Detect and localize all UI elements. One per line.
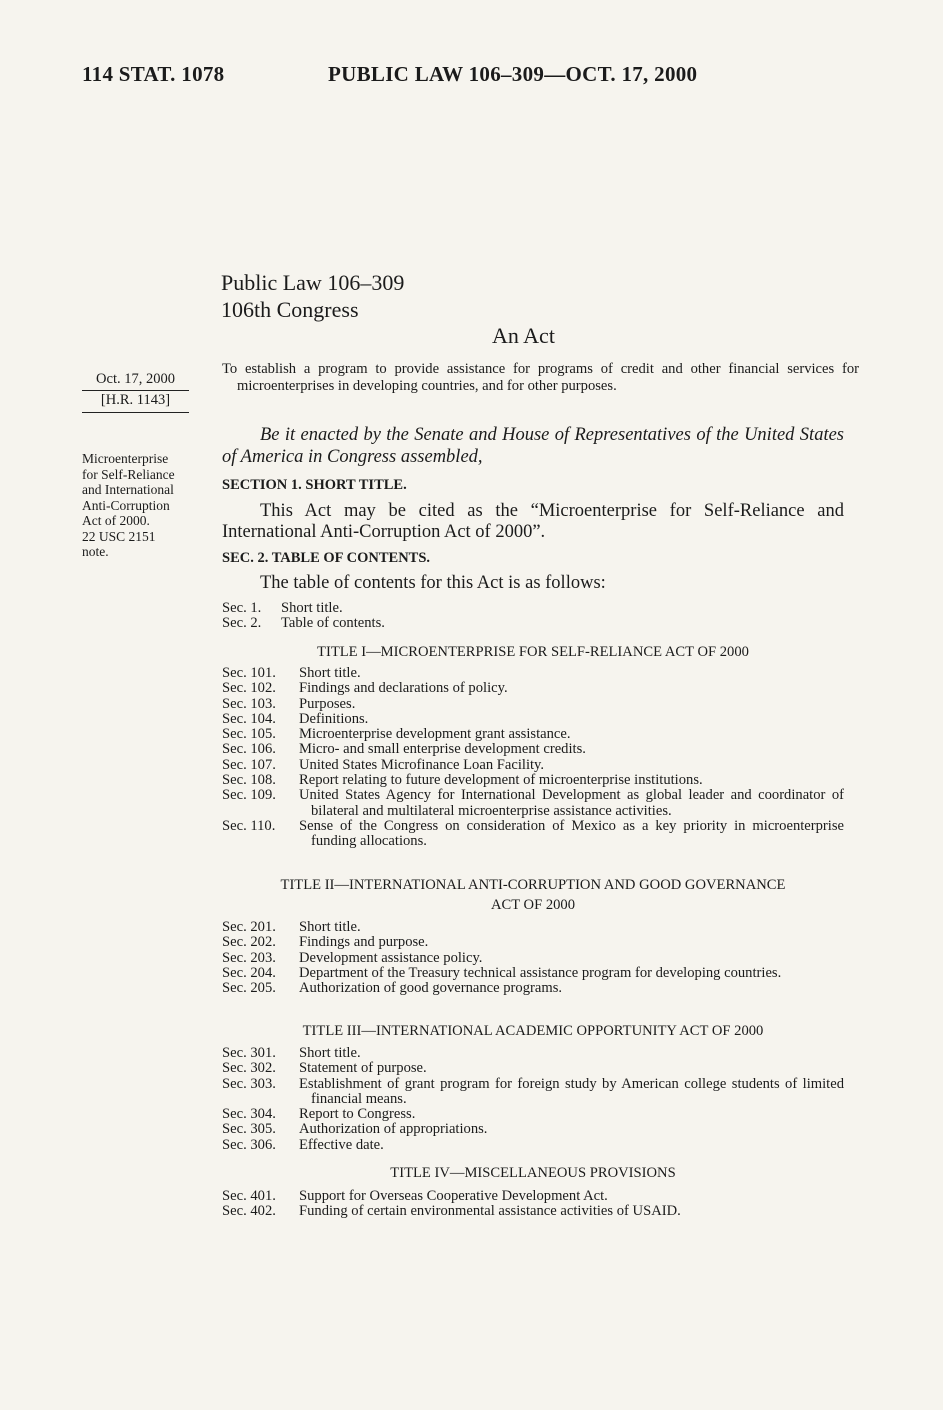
- margin-note: 22 USC 2151: [82, 528, 156, 544]
- toc-item: [222, 1107, 844, 1122]
- toc-num: Sec. 101.: [222, 665, 276, 681]
- toc-num: Sec. 205.: [222, 980, 276, 997]
- margin-notes: [82, 451, 212, 560]
- toc-num: Sec. 402.: [222, 1203, 276, 1220]
- toc-item: [222, 666, 844, 681]
- toc-item: [222, 951, 844, 966]
- margin-note: and International: [82, 482, 174, 497]
- toc-title: Short title.: [281, 600, 343, 616]
- toc-item: [222, 1077, 844, 1108]
- toc-item: [222, 742, 844, 757]
- toc-num: Sec. 110.: [222, 817, 276, 834]
- toc-title: Department of the Treasury technical assistance program for developing countries.: [299, 964, 782, 981]
- toc-num: Sec. 301.: [222, 1045, 276, 1061]
- toc-item: [222, 773, 844, 788]
- toc-item: [222, 601, 844, 616]
- running-head: PUBLIC LAW 106–309—OCT. 17, 2000: [328, 62, 698, 86]
- bill-number: [H.R. 1143]: [82, 391, 189, 413]
- toc-num: Sec. 109.: [222, 787, 276, 804]
- margin-note: Microenterprise: [82, 451, 169, 466]
- toc-item: [222, 966, 844, 981]
- toc-title: Funding of certain environmental assistance activities of USAID.: [299, 1203, 681, 1220]
- toc-title: Effective date.: [299, 1136, 384, 1153]
- toc-num: Sec. 105.: [222, 726, 276, 743]
- toc-num: Sec. 305.: [222, 1121, 276, 1138]
- margin-date-block: [82, 370, 189, 413]
- stat-page-number: 114 STAT. 1078: [82, 62, 225, 86]
- toc-num: Sec. 202.: [222, 934, 276, 951]
- toc-title: Short title.: [299, 1045, 361, 1061]
- toc-title: Sense of the Congress on consideration of Mexico as a key priority in microenterprise funding allocations.: [299, 817, 844, 850]
- toc-title: Short title.: [299, 919, 361, 935]
- toc-title-4: [222, 1189, 844, 1220]
- toc-item: [222, 1061, 844, 1076]
- title-2-heading: [222, 875, 844, 915]
- toc-num: Sec. 2.: [222, 615, 262, 632]
- approval-date: Oct. 17, 2000: [82, 370, 189, 391]
- long-title: To establish a program to provide assistance for programs of credit and other financial services for microenterprises in developing countries, and for other purposes.: [222, 361, 859, 394]
- act-heading: An Act: [492, 323, 555, 348]
- toc-num: Sec. 306.: [222, 1136, 276, 1153]
- toc-item: [222, 788, 844, 819]
- toc-title: Definitions.: [299, 710, 369, 727]
- toc-num: Sec. 108.: [222, 772, 276, 789]
- toc-title: Statement of purpose.: [299, 1060, 427, 1077]
- enacting-clause: Be it enacted by the Senate and House of Representatives of the United States of America in Congress assembled,: [222, 425, 844, 467]
- toc-title: Findings and declarations of policy.: [299, 680, 508, 697]
- toc-num: Sec. 102.: [222, 680, 276, 697]
- toc-title: Support for Overseas Cooperative Development Act.: [299, 1188, 608, 1204]
- margin-note: for Self-Reliance: [82, 466, 175, 482]
- toc-title-2: [222, 920, 844, 996]
- toc-title: Authorization of appropriations.: [299, 1121, 488, 1138]
- toc-title: Purposes.: [299, 695, 356, 712]
- toc-item: [222, 1046, 844, 1061]
- toc-num: Sec. 107.: [222, 756, 276, 773]
- margin-note: note.: [82, 544, 109, 559]
- toc-title: Microenterprise development grant assistance.: [299, 726, 571, 743]
- toc-num: Sec. 304.: [222, 1106, 276, 1123]
- section-1-heading: SECTION 1. SHORT TITLE.: [222, 477, 407, 493]
- toc-title-3: [222, 1046, 844, 1153]
- congress-number: 106th Congress: [221, 297, 359, 322]
- toc-title: Development assistance policy.: [299, 949, 483, 966]
- toc-title: Table of contents.: [281, 615, 385, 632]
- short-title-text: This Act may be cited as the “Microenterprise for Self-Reliance and International Anti-Corruption Act of 2000”.: [222, 501, 844, 542]
- toc-num: Sec. 106.: [222, 741, 276, 758]
- toc-num: Sec. 104.: [222, 710, 276, 727]
- toc-item: [222, 727, 844, 742]
- toc-item: [222, 697, 844, 712]
- toc-item: [222, 935, 844, 950]
- toc-num: Sec. 203.: [222, 949, 276, 966]
- title-2-heading-line: TITLE II—INTERNATIONAL ANTI-CORRUPTION AND GOOD GOVERNANCE: [280, 877, 786, 893]
- toc-title: United States Microfinance Loan Facility.: [299, 756, 545, 773]
- toc-num: Sec. 303.: [222, 1075, 276, 1092]
- toc-item: [222, 819, 844, 850]
- toc-num: Sec. 401.: [222, 1188, 276, 1204]
- title-2-heading-line: ACT OF 2000: [490, 897, 576, 913]
- toc-title: Short title.: [299, 665, 361, 681]
- toc-item: [222, 712, 844, 727]
- toc-title: Authorization of good governance programs.: [299, 980, 563, 997]
- toc-item: [222, 1138, 844, 1153]
- title-4-heading: TITLE IV—MISCELLANEOUS PROVISIONS: [390, 1165, 676, 1181]
- toc-item: [222, 1122, 844, 1137]
- toc-title: Micro- and small enterprise development credits.: [299, 741, 586, 758]
- toc-num: Sec. 204.: [222, 964, 276, 981]
- law-number: Public Law 106–309: [221, 270, 405, 295]
- toc-num: Sec. 103.: [222, 695, 276, 712]
- toc-title: United States Agency for International Development as global leader and coordinator of bilateral and multilateral microenterprise assistance activities.: [299, 787, 844, 819]
- toc-item: [222, 1189, 844, 1204]
- toc-item: [222, 616, 844, 631]
- toc-num: Sec. 201.: [222, 919, 276, 935]
- title-3-heading: TITLE III—INTERNATIONAL ACADEMIC OPPORTUNITY ACT OF 2000: [302, 1023, 764, 1039]
- toc-num: Sec. 302.: [222, 1060, 276, 1077]
- toc-num: Sec. 1.: [222, 600, 262, 616]
- toc-item: [222, 981, 844, 996]
- toc-title: Report relating to future development of microenterprise institutions.: [299, 772, 703, 789]
- toc-general: [222, 601, 844, 632]
- toc-title: Report to Congress.: [299, 1106, 416, 1123]
- toc-item: [222, 758, 844, 773]
- toc-item: [222, 681, 844, 696]
- toc-intro: The table of contents for this Act is as follows:: [260, 573, 606, 593]
- toc-title: Establishment of grant program for foreign study by American college students of limited financial means.: [299, 1075, 844, 1107]
- toc-item: [222, 920, 844, 935]
- margin-note: Anti-Corruption: [82, 497, 170, 513]
- toc-item: [222, 1204, 844, 1219]
- title-1-heading: TITLE I—MICROENTERPRISE FOR SELF-RELIANCE ACT OF 2000: [317, 644, 749, 660]
- section-2-heading: SEC. 2. TABLE OF CONTENTS.: [222, 550, 431, 566]
- toc-title: Findings and purpose.: [299, 934, 429, 951]
- toc-title-1: [222, 666, 844, 850]
- margin-note: Act of 2000.: [82, 513, 150, 528]
